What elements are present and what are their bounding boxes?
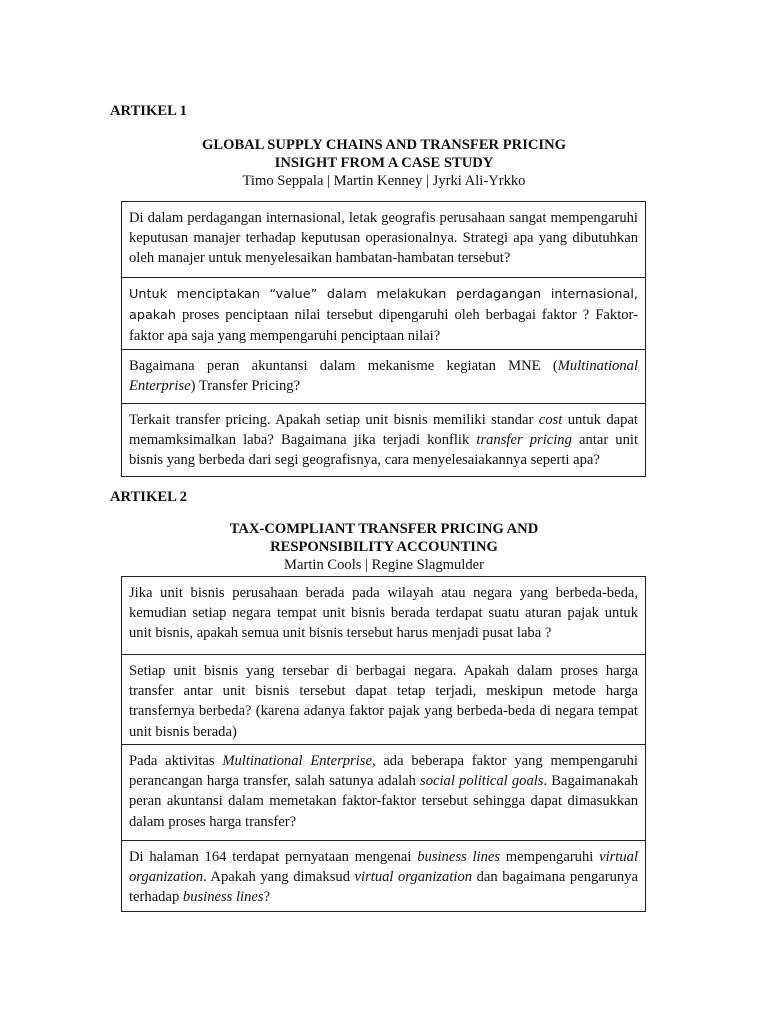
question-text: Di dalam perdagangan internasional, letak geografis perusahaan sangat mempengaruhi keputusan manajer terhadap keputusan operasionalnya. Strategi apa yang dibutuhkan oleh manajer untuk menyelesaikan hambatan-hambatan tersebut? [129, 210, 638, 267]
question-text-italic: cost [538, 412, 563, 428]
article-2-question-3 [122, 744, 645, 840]
question-text-part: antar unit bisnis yang berbeda dari segi geografisnya, cara menyelesaiakannya seperti apa? [129, 432, 638, 469]
article-1-question-4 [122, 403, 645, 476]
question-text-part: dan bagaimana pengarunya terhadap [129, 869, 639, 906]
article-1-authors: Timo Seppala | Martin Kenney | Jyrki Ali-Yrkko [242, 173, 526, 189]
article-2-question-table [121, 576, 646, 912]
article-2-label: ARTIKEL 2 [110, 489, 187, 505]
question-text-part: mempengaruhi [500, 849, 600, 865]
question-text-part: Pada aktivitas [129, 753, 223, 769]
question-text-italic: virtual organization [129, 849, 639, 886]
question-text: Jika unit bisnis perusahaan berada pada wilayah atau negara yang berbeda-beda, kemudian setiap negara tempat unit bisnis berada terdapat suatu aturan pajak untuk unit bisnis, apakah semua unit bisnis tersebut harus menjadi pusat laba ? [129, 585, 638, 642]
article-1-question-2 [122, 277, 645, 349]
article-2-question-2 [122, 654, 645, 744]
article-1-header [0, 136, 768, 190]
article-2-authors: Martin Cools | Regine Slagmulder [284, 557, 484, 573]
question-text-part: Terkait transfer pricing. Apakah setiap unit bisnis memiliki standar [129, 412, 539, 428]
question-text-part: Untuk menciptakan “value” dalam melakukan perdagangan internasional, apakah [129, 287, 638, 324]
question-text-italic: Multinational Enterprise [129, 358, 638, 395]
question-text-part: ? [263, 889, 271, 906]
question-text-part: , ada beberapa faktor yang mempengaruhi perancangan harga transfer, salah satunya adalah [129, 753, 638, 790]
article-2-header [0, 520, 768, 574]
question-text-italic: social political goals [420, 773, 544, 790]
article-1-question-table [121, 201, 646, 477]
question-text-part: . Apakah yang dimaksud [203, 869, 355, 886]
article-1-label: ARTIKEL 1 [110, 103, 187, 119]
question-text-italic: business lines [182, 889, 264, 906]
article-2-question-1 [122, 577, 645, 654]
article-1-title-line-2: INSIGHT FROM A CASE STUDY [274, 155, 494, 171]
question-text-italic: transfer pricing [476, 432, 572, 449]
article-1-question-1 [122, 202, 645, 277]
article-1-question-3 [122, 349, 645, 403]
question-text-part: Bagaimana peran akuntansi dalam mekanisme kegiatan MNE ( [129, 358, 558, 374]
article-1-title-line-1: GLOBAL SUPPLY CHAINS AND TRANSFER PRICING [202, 137, 566, 153]
question-text-part: ) Transfer Pricing? [190, 378, 301, 395]
question-text: Setiap unit bisnis yang tersebar di berbagai negara. Apakah dalam proses harga transfer antar unit bisnis tersebut dapat tetap terjadi, meskipun metode harga transfernya berbeda? (karena adanya faktor pajak yang berbeda-beda di negara tempat unit bisnis berada) [129, 663, 638, 740]
article-2-title-line-2: RESPONSIBILITY ACCOUNTING [270, 539, 498, 555]
question-text-italic: Multinational Enterprise [222, 753, 372, 769]
article-2-question-4 [122, 840, 645, 911]
question-text-italic: virtual organization [354, 869, 473, 886]
question-text-part: Di halaman 164 terdapat pernyataan mengenai [129, 849, 418, 865]
question-text-part: untuk dapat memamksimalkan laba? Bagaimana jika terjadi konflik [129, 412, 638, 449]
question-text-part: proses penciptaan nilai tersebut dipengaruhi oleh berbagai faktor ? Faktor-faktor apa saja yang mempengaruhi penciptaan nilai? [129, 307, 638, 345]
question-text-part: . Bagaimanakah peran akuntansi dalam memetakan faktor-faktor tersebut sehingga dapat dimasukkan dalam proses harga transfer? [129, 773, 638, 830]
question-text-italic: business lines [417, 849, 501, 865]
article-2-title-line-1: TAX-COMPLIANT TRANSFER PRICING AND [229, 521, 539, 537]
